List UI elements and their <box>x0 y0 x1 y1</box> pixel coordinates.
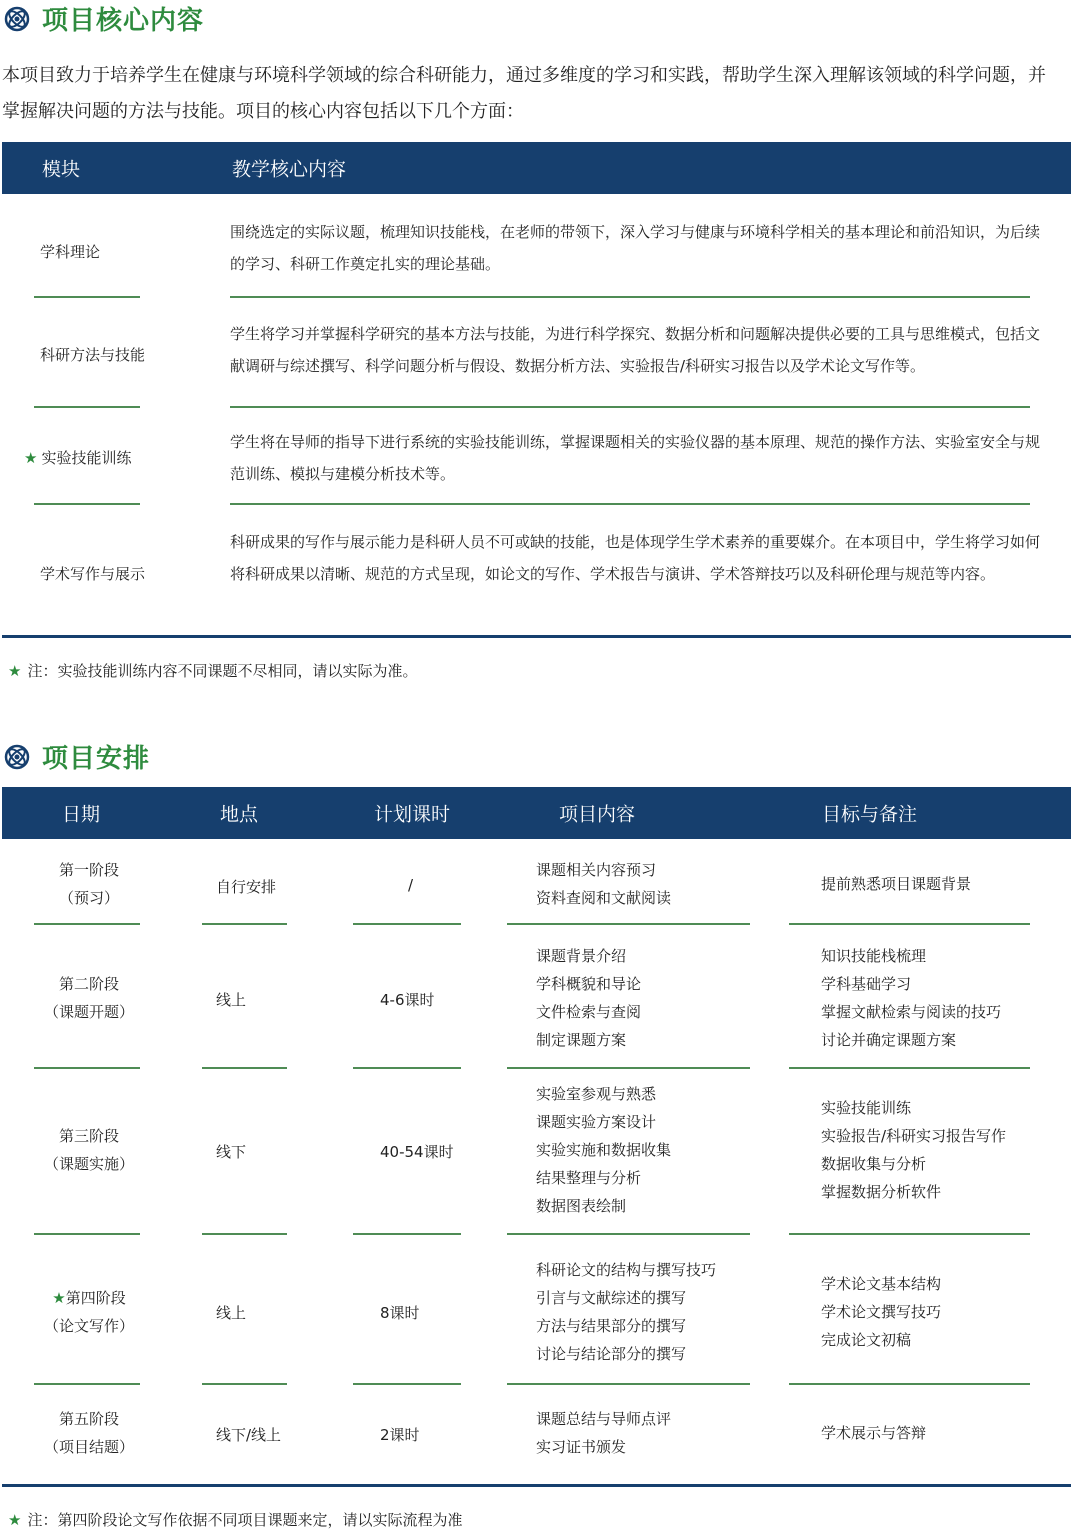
module-label: 科研方法与技能 <box>40 346 146 364</box>
module-cell <box>40 344 145 365</box>
schedule-table-header <box>2 787 1071 839</box>
row-divider <box>789 1383 1030 1385</box>
content-item: 实验实施和数据收集 <box>536 1141 672 1159</box>
goal-item: 实验报告/科研实习报告写作 <box>821 1127 1007 1145</box>
goal-item: 学术论文基本结构 <box>821 1275 942 1293</box>
content-item: 学科概貌和导论 <box>536 975 642 993</box>
header-content: 项目内容 <box>559 803 636 826</box>
goals-cell <box>821 1094 1006 1206</box>
row-divider <box>789 1067 1030 1069</box>
content-item: 课题背景介绍 <box>536 947 627 965</box>
row-divider <box>789 923 1030 925</box>
place-cell: 线上 <box>216 1304 247 1322</box>
table-bottom-border <box>2 635 1071 638</box>
goal-item: 掌握文献检索与阅读的技巧 <box>821 1003 1002 1021</box>
row-divider <box>34 503 140 505</box>
goal-item: 学术论文撰写技巧 <box>821 1303 942 1321</box>
row-divider <box>507 1383 750 1385</box>
header-place: 地点 <box>220 803 259 826</box>
content-cell <box>536 1256 716 1368</box>
stage-name: 第二阶段 <box>58 975 119 993</box>
stage-sub: （预习） <box>58 889 119 907</box>
row-divider <box>230 296 1030 298</box>
content-cell <box>536 942 641 1054</box>
core-table-header <box>2 142 1071 194</box>
content-item: 方法与结果部分的撰写 <box>536 1317 687 1335</box>
stage-cell <box>34 970 144 1026</box>
header-date: 日期 <box>62 803 101 826</box>
stage-sub: （课题实施） <box>43 1155 134 1173</box>
content-item: 课题实验方案设计 <box>536 1113 657 1131</box>
stage-name: 第四阶段 <box>65 1289 126 1307</box>
section-title-text: 项目安排 <box>42 744 151 774</box>
module-label: 学术写作与展示 <box>40 565 146 583</box>
row-divider <box>34 406 140 408</box>
header-content: 教学核心内容 <box>232 158 347 181</box>
module-content: 学生将学习并掌握科学研究的基本方法与技能，为进行科学探究、数据分析和问题解决提供必要的工具与思维模式，包括文献调研与综述撰写、科学问题分析与假设、数据分析方法、实验报告/科研实习报告以及学术论文写作等。 <box>230 325 1041 375</box>
row-divider <box>230 503 1030 505</box>
content-cell <box>536 856 671 912</box>
row-divider <box>353 1383 461 1385</box>
stage-sub: （论文写作） <box>43 1317 134 1335</box>
row-divider <box>202 923 287 925</box>
row-divider <box>353 923 461 925</box>
goals-cell <box>821 942 1001 1054</box>
stage-name: 第五阶段 <box>58 1410 119 1428</box>
goal-item: 讨论并确定课题方案 <box>821 1031 957 1049</box>
row-divider <box>34 296 140 298</box>
module-label: 学科理论 <box>40 243 101 261</box>
hours-cell: 8课时 <box>380 1304 420 1322</box>
row-divider <box>507 1233 750 1235</box>
note-text: 注：实验技能训练内容不同课题不尽相同，请以实际为准。 <box>27 662 418 680</box>
goal-item: 实验技能训练 <box>821 1099 912 1117</box>
row-divider <box>34 923 140 925</box>
content-item: 文件检索与查阅 <box>536 1003 642 1021</box>
row-divider <box>507 1067 750 1069</box>
content-item: 结果整理与分析 <box>536 1169 642 1187</box>
content-item: 实验室参观与熟悉 <box>536 1085 657 1103</box>
stage-cell <box>34 1405 144 1461</box>
star-icon: ★ <box>52 1289 66 1307</box>
module-cell <box>40 241 100 262</box>
content-item: 制定课题方案 <box>536 1031 627 1049</box>
row-divider <box>507 923 750 925</box>
goal-item: 数据收集与分析 <box>821 1155 927 1173</box>
core-note <box>8 660 417 681</box>
row-divider <box>353 1233 461 1235</box>
row-divider <box>34 1067 140 1069</box>
content-cell <box>536 1405 671 1461</box>
content-item: 科研论文的结构与撰写技巧 <box>536 1261 717 1279</box>
row-divider <box>34 1383 140 1385</box>
goal-item: 学科基础学习 <box>821 975 912 993</box>
content-item: 引言与文献综述的撰写 <box>536 1289 687 1307</box>
section-title-text: 项目核心内容 <box>42 6 205 36</box>
stage-sub: （课题开题） <box>43 1003 134 1021</box>
module-content: 围绕选定的实际议题，梳理知识技能栈，在老师的带领下，深入学习与健康与环境科学相关的基本理论和前沿知识，为后续的学习、科研工作奠定扎实的理论基础。 <box>230 223 1041 273</box>
goals-cell <box>821 870 971 898</box>
hours-cell: 4-6课时 <box>380 991 435 1009</box>
atom-logo-icon <box>4 6 30 32</box>
stage-sub: （项目结题） <box>43 1438 134 1456</box>
stage-cell <box>34 1122 144 1178</box>
goals-cell <box>821 1270 941 1354</box>
star-icon: ★ <box>24 448 38 467</box>
goal-item: 提前熟悉项目课题背景 <box>821 875 972 893</box>
header-module: 模块 <box>42 158 81 181</box>
section-schedule-title <box>4 738 150 775</box>
place-cell: 线上 <box>216 991 247 1009</box>
module-content: 学生将在导师的指导下进行系统的实验技能训练，掌握课题相关的实验仪器的基本原理、规范的操作方法、实验室安全与规范训练、模拟与建模分析技术等。 <box>230 433 1041 483</box>
row-divider <box>202 1067 287 1069</box>
content-item: 讨论与结论部分的撰写 <box>536 1345 687 1363</box>
stage-cell <box>34 1284 144 1340</box>
goal-item: 知识技能栈梳理 <box>821 947 927 965</box>
goal-item: 掌握数据分析软件 <box>821 1183 942 1201</box>
schedule-note <box>8 1509 462 1530</box>
hours-cell: 2课时 <box>380 1426 420 1444</box>
section-core-title <box>4 0 204 37</box>
star-icon: ★ <box>8 1510 22 1529</box>
module-cell <box>40 563 145 584</box>
module-cell <box>24 447 131 468</box>
header-hours: 计划课时 <box>374 803 451 826</box>
star-icon: ★ <box>8 661 22 680</box>
goal-item: 学术展示与答辩 <box>821 1424 927 1442</box>
goals-cell <box>821 1419 926 1447</box>
place-cell: 线下 <box>216 1143 247 1161</box>
row-divider <box>202 1233 287 1235</box>
place-cell: 自行安排 <box>216 878 277 896</box>
header-goals: 目标与备注 <box>822 803 918 826</box>
goal-item: 完成论文初稿 <box>821 1331 912 1349</box>
row-divider <box>34 1233 140 1235</box>
table-bottom-border <box>2 1484 1071 1487</box>
content-item: 数据图表绘制 <box>536 1197 627 1215</box>
stage-name: 第三阶段 <box>58 1127 119 1145</box>
intro-paragraph: 本项目致力于培养学生在健康与环境科学领域的综合科研能力，通过多维度的学习和实践，帮助学生深入理解该领域的科学问题，并掌握解决问题的方法与技能。项目的核心内容包括以下几个方面： <box>2 65 1046 122</box>
module-content: 科研成果的写作与展示能力是科研人员不可或缺的技能，也是体现学生学术素养的重要媒介。在本项目中，学生将学习如何将科研成果以清晰、规范的方式呈现，如论文的写作、学术报告与演讲、学术答辩技巧以及科研伦理与规范等内容。 <box>230 533 1041 583</box>
hours-cell: 40-54课时 <box>380 1143 454 1161</box>
stage-name: 第一阶段 <box>58 861 119 879</box>
content-item: 实习证书颁发 <box>536 1438 627 1456</box>
row-divider <box>202 1383 287 1385</box>
content-item: 资料查阅和文献阅读 <box>536 889 672 907</box>
note-text: 注：第四阶段论文写作依据不同项目课题来定，请以实际流程为准 <box>27 1511 463 1529</box>
row-divider <box>353 1067 461 1069</box>
content-item: 课题相关内容预习 <box>536 861 657 879</box>
content-cell <box>536 1080 671 1220</box>
row-divider <box>789 1233 1030 1235</box>
stage-cell <box>34 856 144 912</box>
atom-logo-icon <box>4 744 30 770</box>
place-cell: 线下/线上 <box>216 1426 282 1444</box>
hours-cell: / <box>408 876 414 894</box>
content-item: 课题总结与导师点评 <box>536 1410 672 1428</box>
row-divider <box>230 406 1030 408</box>
module-label: 实验技能训练 <box>41 449 132 467</box>
stage-name-row <box>34 1284 144 1312</box>
